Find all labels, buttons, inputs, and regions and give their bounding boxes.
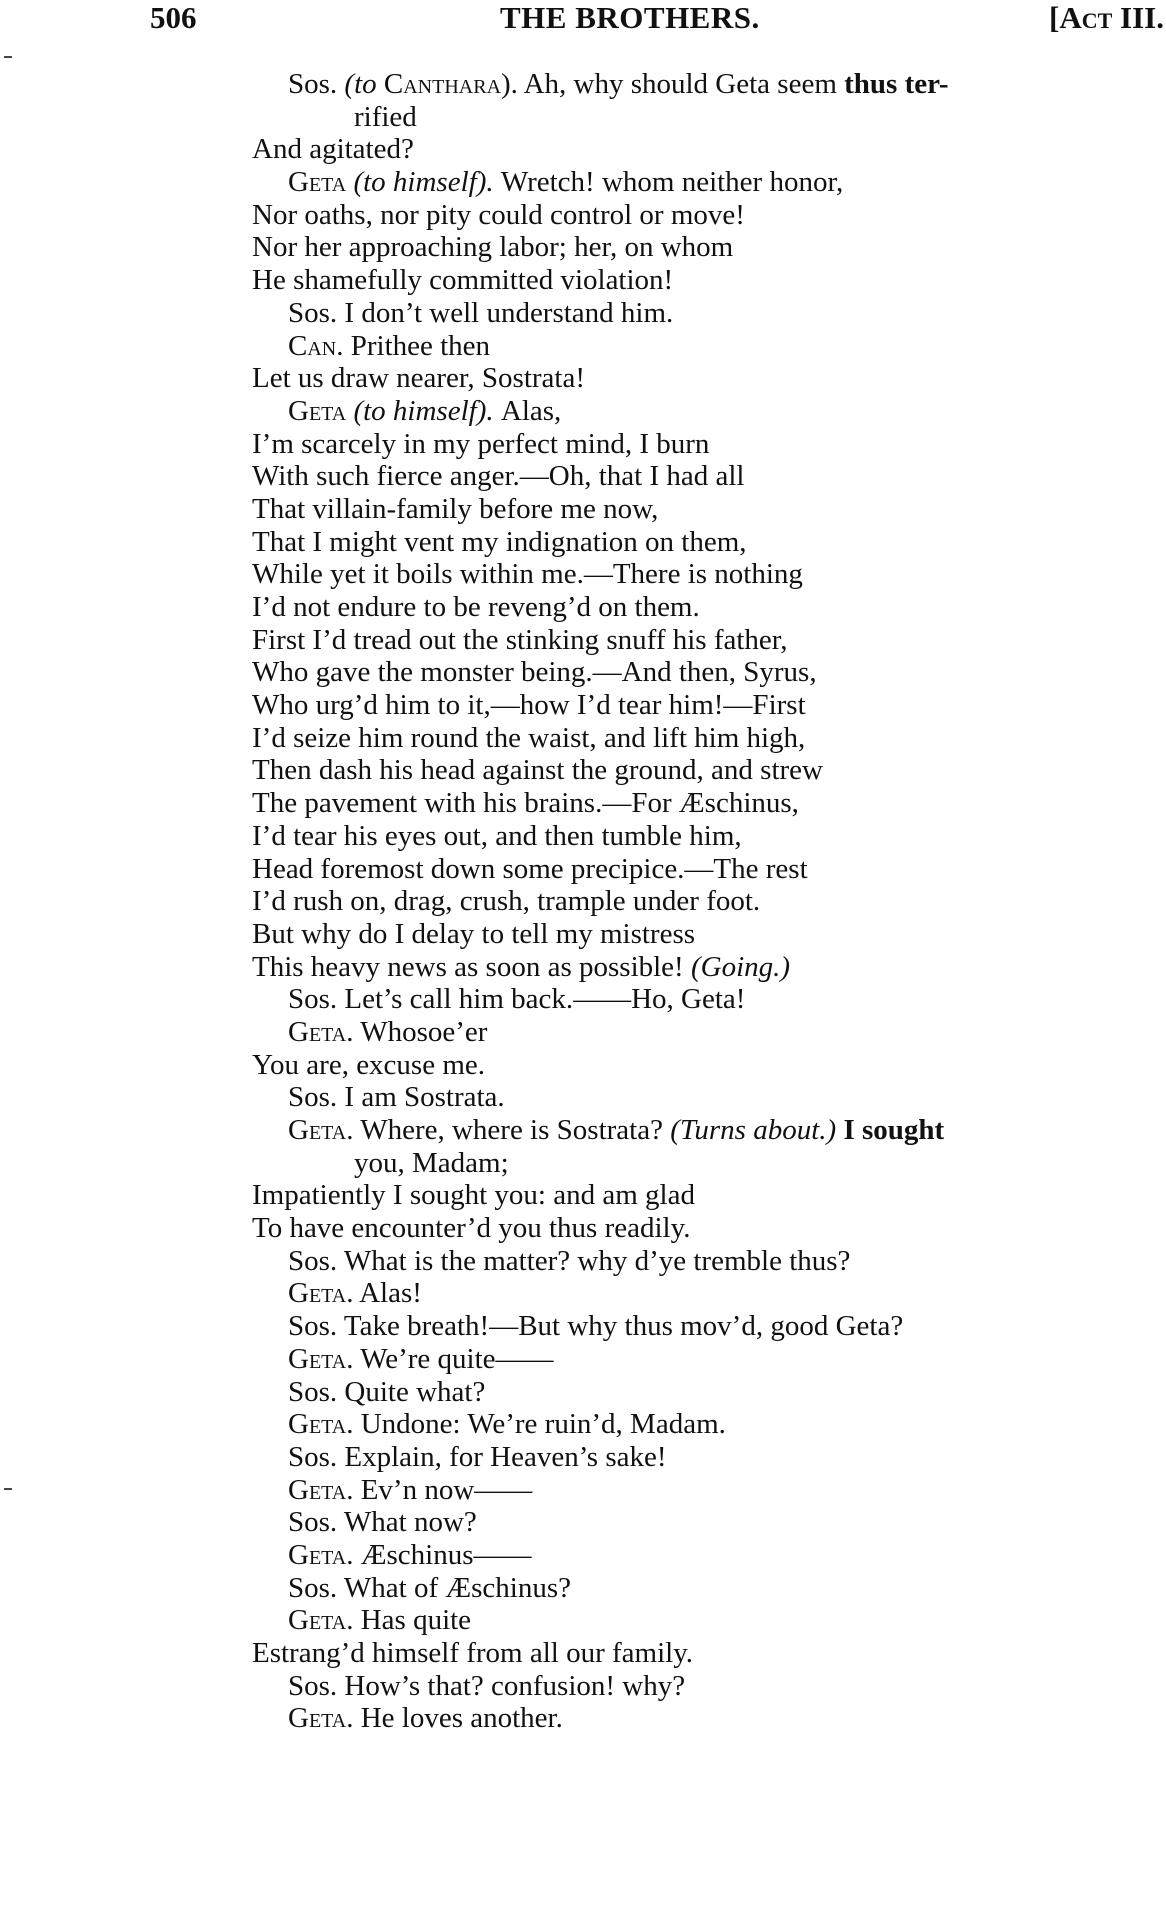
text-line [0, 1670, 1166, 1703]
line-segment: Geta [288, 1538, 347, 1571]
line-segment: Can [288, 329, 337, 362]
line-segment: First I’d tread out the stinking snuff his father, [252, 623, 788, 656]
text-line [0, 1604, 1166, 1637]
line-segment: I’d seize him round the waist, and lift him high, [252, 721, 806, 754]
text-line [0, 493, 1166, 526]
margin-mark [4, 56, 12, 58]
line-segment: Geta [288, 1277, 347, 1310]
line-segment: Who urg’d him to it,—how I’d tear him!—First [252, 689, 806, 722]
line-segment: Sos. Let’s call him back.——Ho, Geta! [288, 983, 746, 1016]
text-line [0, 526, 1166, 559]
line-segment: Impatiently I sought you: and am glad [252, 1179, 695, 1212]
line-segment: ). Ah, why should Geta seem [501, 68, 845, 100]
play-text [0, 68, 1166, 1735]
text-line [0, 591, 1166, 624]
line-segment: I’d not endure to be reveng’d on them. [252, 591, 700, 623]
text-line [0, 754, 1166, 787]
line-segment: I’m scarcely in my perfect mind, I burn [252, 427, 710, 460]
text-line [0, 101, 1166, 134]
line-segment: Nor her approaching labor; her, on whom [252, 231, 734, 264]
line-segment: Geta [288, 1015, 347, 1048]
line-segment: That I might vent my indignation on them, [252, 525, 747, 558]
text-line [0, 1114, 1166, 1147]
text-line [0, 787, 1166, 820]
text-line [0, 460, 1166, 493]
line-segment: rified [354, 100, 417, 133]
act-label: [Act III. [1049, 0, 1164, 35]
text-line [0, 624, 1166, 657]
line-segment: Geta [288, 1342, 347, 1375]
line-segment: Geta [288, 1114, 347, 1146]
text-line [0, 853, 1166, 886]
line-segment: But why do I delay to tell my mistress [252, 917, 696, 950]
text-line [0, 1506, 1166, 1539]
line-segment: . Has quite [346, 1604, 472, 1637]
line-segment: . Æschinus—— [346, 1538, 532, 1571]
line-segment: you, Madam; [354, 1146, 509, 1179]
text-line [0, 1016, 1166, 1049]
line-segment: Geta [288, 1702, 347, 1735]
line-segment: Sos. I am Sostrata. [288, 1081, 505, 1114]
page-header [0, 0, 1166, 40]
text-line [0, 951, 1166, 984]
line-segment: (to himself). [346, 166, 501, 199]
line-segment: Who gave the monster being.—And then, Syrus, [252, 656, 817, 689]
text-line [0, 722, 1166, 755]
line-segment: While yet it boils within me.—There is nothing [252, 558, 803, 591]
text-line [0, 428, 1166, 461]
text-line [0, 1474, 1166, 1507]
line-segment: (to himself). [346, 394, 501, 427]
text-line [0, 1441, 1166, 1474]
text-line [0, 558, 1166, 591]
line-segment: This heavy news as soon as possible! [252, 950, 691, 983]
line-segment: Geta [288, 1408, 347, 1441]
line-segment: Estrang’d himself from all our family. [252, 1637, 694, 1669]
text-line [0, 362, 1166, 395]
line-segment: Geta [288, 394, 347, 427]
line-segment: (Turns about.) [670, 1114, 837, 1146]
running-title: THE BROTHERS. [500, 0, 760, 35]
line-segment: The pavement with his brains.—For Æschinus, [252, 787, 799, 820]
text-line [0, 199, 1166, 232]
text-line [0, 1179, 1166, 1212]
line-segment: Sos. Quite what? [288, 1375, 486, 1408]
line-segment: Sos. What is the matter? why d’ye tremble thus? [288, 1244, 851, 1277]
line-segment: Sos. I don’t well understand him. [288, 296, 674, 329]
line-segment: I sought [836, 1114, 945, 1146]
line-segment: (to [344, 68, 384, 100]
text-line [0, 166, 1166, 199]
line-segment: He shamefully committed violation! [252, 264, 674, 297]
line-segment: Nor oaths, nor pity could control or move! [252, 198, 745, 231]
line-segment: Canthara [383, 68, 502, 100]
line-segment: Alas, [500, 394, 562, 427]
line-segment: Geta [288, 1604, 347, 1637]
line-segment: thus ter- [844, 68, 949, 100]
line-segment: . Alas! [346, 1277, 422, 1310]
line-segment: I’d rush on, drag, crush, trample under foot. [252, 885, 761, 918]
text-line [0, 918, 1166, 951]
text-line [0, 1572, 1166, 1605]
line-segment: (Going.) [690, 950, 791, 983]
text-line [0, 1310, 1166, 1343]
text-line [0, 231, 1166, 264]
text-line [0, 1277, 1166, 1310]
line-segment: Then dash his head against the ground, and strew [252, 754, 823, 787]
line-segment: To have encounter’d you thus readily. [252, 1212, 691, 1245]
text-line [0, 1245, 1166, 1278]
line-segment: . Prithee then [336, 329, 491, 362]
line-segment: Geta [288, 1473, 347, 1506]
line-segment: Geta [288, 166, 347, 199]
text-line [0, 264, 1166, 297]
line-segment: Sos. How’s that? confusion! why? [288, 1669, 686, 1702]
text-line [0, 1343, 1166, 1376]
line-segment: That villain-family before me now, [252, 492, 659, 525]
line-segment: Sos. [288, 68, 345, 100]
line-segment: . Undone: We’re ruin’d, Madam. [346, 1408, 726, 1441]
line-segment: . We’re quite—— [346, 1342, 554, 1375]
line-segment: . Where, where is Sostrata? [346, 1114, 671, 1146]
text-line [0, 1081, 1166, 1114]
text-line [0, 1049, 1166, 1082]
line-segment: I’d tear his eyes out, and then tumble him, [252, 819, 742, 852]
line-segment: . Whosoe’er [346, 1015, 488, 1048]
line-segment: Sos. Explain, for Heaven’s sake! [288, 1440, 667, 1473]
text-line [0, 656, 1166, 689]
text-line [0, 983, 1166, 1016]
text-line [0, 1637, 1166, 1670]
text-line [0, 395, 1166, 428]
line-segment: And agitated? [252, 133, 414, 166]
text-line [0, 820, 1166, 853]
text-line [0, 689, 1166, 722]
line-segment: Head foremost down some precipice.—The rest [252, 852, 808, 885]
line-segment: Let us draw nearer, Sostrata! [252, 362, 586, 395]
line-segment: Sos. Take breath!—But why thus mov’d, good Geta? [288, 1310, 904, 1343]
line-segment: Sos. What now? [288, 1506, 477, 1539]
line-segment: Sos. What of Æschinus? [288, 1571, 572, 1604]
line-segment: Wretch! whom neither honor, [500, 166, 844, 199]
text-line [0, 1212, 1166, 1245]
line-segment: . Ev’n now—— [346, 1473, 533, 1506]
page-number: 506 [150, 0, 197, 35]
text-line [0, 1408, 1166, 1441]
text-line [0, 1147, 1166, 1180]
line-segment: . He loves another. [346, 1702, 563, 1735]
text-line [0, 297, 1166, 330]
line-segment: You are, excuse me. [252, 1048, 486, 1081]
text-line [0, 1539, 1166, 1572]
text-line [0, 68, 1166, 101]
text-line [0, 133, 1166, 166]
text-line [0, 885, 1166, 918]
text-line [0, 1702, 1166, 1735]
text-line [0, 330, 1166, 363]
line-segment: With such fierce anger.—Oh, that I had all [252, 460, 745, 493]
text-line [0, 1376, 1166, 1409]
